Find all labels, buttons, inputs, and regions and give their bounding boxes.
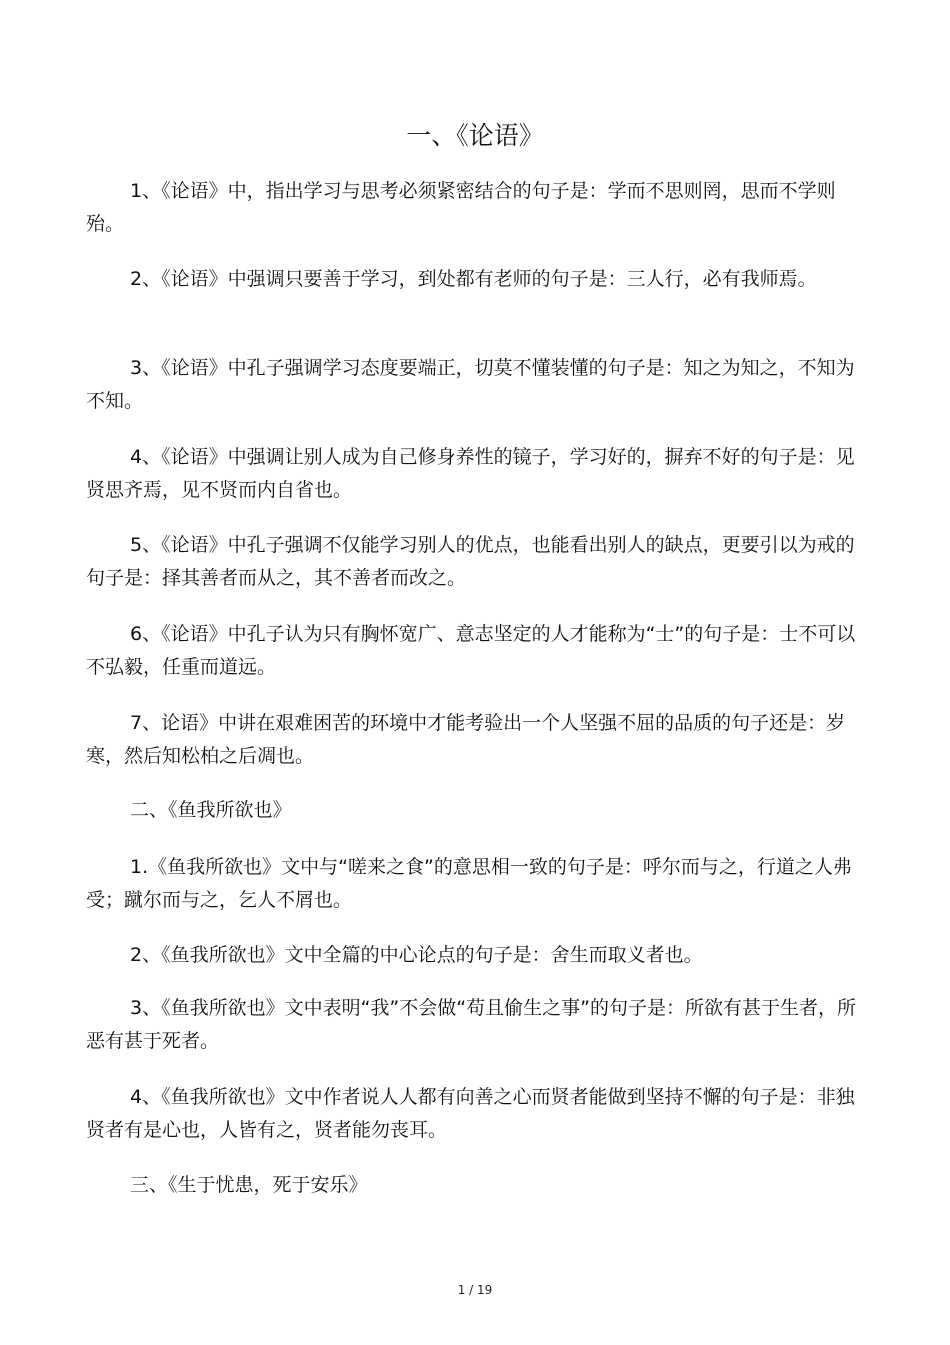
section-heading-yu-wo-suo-yu-ye: 二、《鱼我所欲也》: [130, 799, 292, 821]
paragraph-lunyu-5: 5、《论语》中孔子强调不仅能学习别人的优点，也能看出别人的缺点，更要引以为戒的句子是：择其善者而从之，其不善者而改之。: [86, 534, 855, 589]
paragraph-lunyu-6: 6、《论语》中孔子认为只有胸怀宽广、意志坚定的人才能称为“士”的句子是：士不可以不弘毅，任重而道远。: [86, 623, 856, 678]
paragraph-yuwo-1: 1.《鱼我所欲也》文中与“嗟来之食”的意思相一致的句子是：呼尔而与之，行道之人弗受；蹴尔而与之，乞人不屑也。: [86, 856, 852, 911]
paragraph-lunyu-7: 7、论语》中讲在艰难困苦的环境中才能考验出一个人坚强不屈的品质的句子还是：岁寒，然后知松柏之后凋也。: [86, 712, 846, 767]
page-title: 一、《论语》: [406, 121, 544, 150]
paragraph-lunyu-3: 3、《论语》中孔子强调学习态度要端正，切莫不懂装懂的句子是：知之为知之，不知为不知。: [86, 357, 855, 412]
page-number: 1 / 19: [457, 1283, 493, 1297]
paragraph-lunyu-4: 4、《论语》中强调让别人成为自己修身养性的镜子，学习好的，摒弃不好的句子是：见贤思齐焉，见不贤而内自省也。: [86, 446, 855, 501]
paragraph-yuwo-3: 3、《鱼我所欲也》文中表明“我”不会做“苟且偷生之事”的句子是：所欲有甚于生者，所恶有甚于死者。: [86, 997, 856, 1052]
section-heading-sheng-yu-you-huan: 三、《生于忧患，死于安乐》: [130, 1174, 368, 1196]
paragraph-yuwo-2: 2、《鱼我所欲也》文中全篇的中心论点的句子是：舍生而取义者也。: [130, 944, 703, 966]
paragraph-lunyu-2: 2、《论语》中强调只要善于学习，到处都有老师的句子是：三人行，必有我师焉。: [130, 268, 817, 290]
paragraph-yuwo-4: 4、《鱼我所欲也》文中作者说人人都有向善之心而贤者能做到坚持不懈的句子是：非独贤者有是心也，人皆有之，贤者能勿丧耳。: [86, 1086, 855, 1141]
paragraph-lunyu-1: 1、《论语》中，指出学习与思考必须紧密结合的句子是：学而不思则罔，思而不学则殆。: [86, 180, 836, 235]
